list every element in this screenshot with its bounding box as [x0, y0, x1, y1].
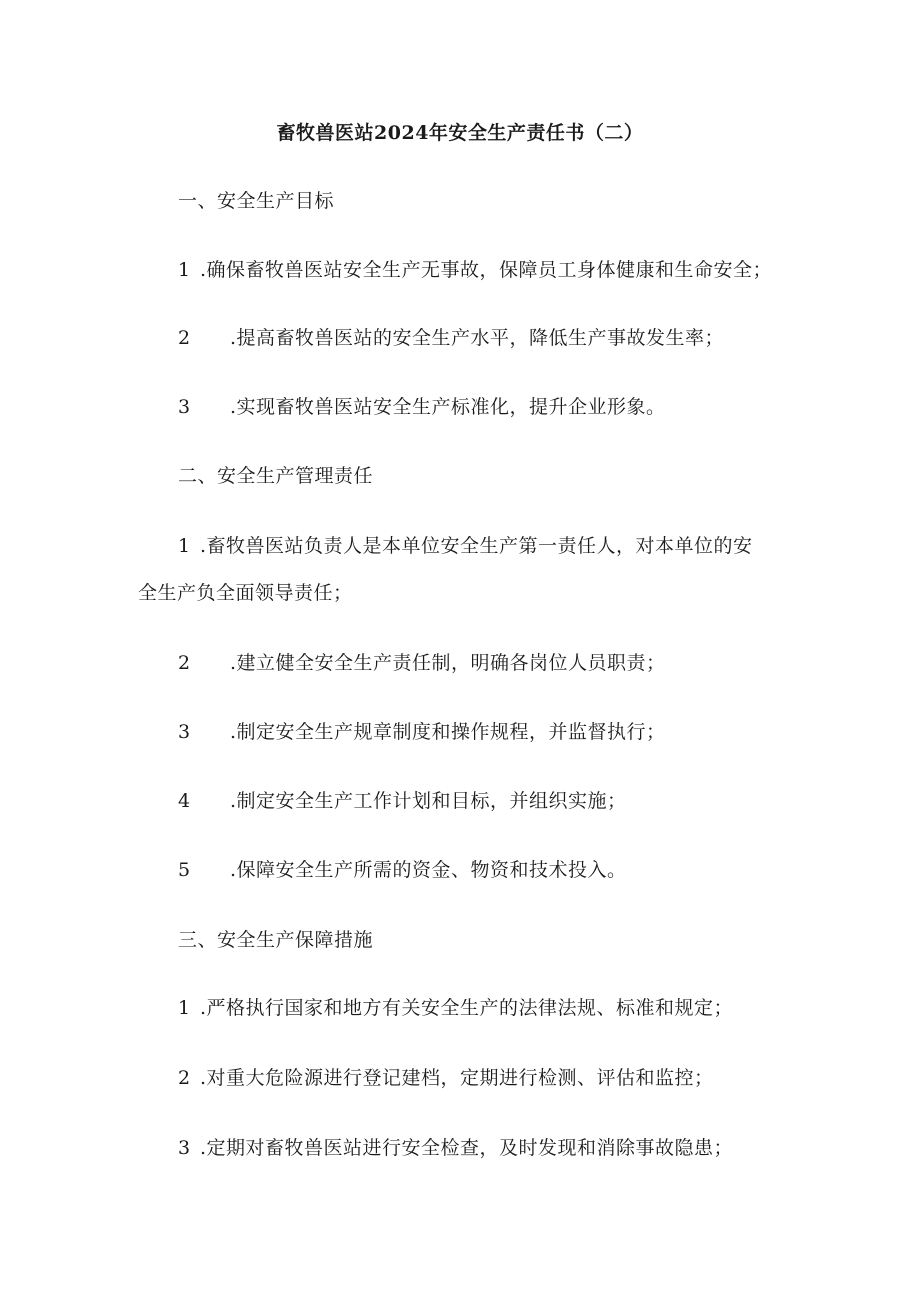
item-text: .建立健全安全生产责任制，明确各岗位人员职责； [230, 652, 666, 674]
item-text: .制定安全生产工作计划和目标，并组织实施； [230, 790, 627, 812]
item-number: 4 [178, 790, 191, 812]
item-number: 2 [178, 1067, 191, 1089]
section3-item-1 [178, 993, 733, 1023]
section2-item-4 [178, 786, 627, 816]
item-text: .畜牧兽医站负责人是本单位安全生产第一责任人，对本单位的安 [200, 535, 753, 557]
section3-item-3 [178, 1133, 733, 1163]
item-number: 1 [178, 535, 191, 557]
item-number: 1 [178, 259, 191, 281]
item-text: .确保畜牧兽医站安全生产无事故，保障员工身体健康和生命安全； [200, 259, 773, 281]
section3-item-2 [178, 1063, 714, 1093]
section-heading-2: 二、安全生产管理责任 [178, 465, 374, 487]
item-number: 2 [178, 327, 191, 349]
section1-item-2 [178, 323, 724, 353]
section2-item-5 [178, 855, 627, 885]
section-heading-3: 三、安全生产保障措施 [178, 929, 374, 951]
section2-item-3 [178, 717, 666, 747]
item-number: 2 [178, 652, 191, 674]
document-title: 畜牧兽医站2024年安全生产责任书（二） [276, 122, 644, 144]
section2-item-2 [178, 648, 666, 678]
section2-item-1 [178, 531, 753, 561]
item-text: .严格执行国家和地方有关安全生产的法律法规、标准和规定； [200, 997, 734, 1019]
item-number: 3 [178, 1137, 191, 1159]
item-text: .实现畜牧兽医站安全生产标准化，提升企业形象。 [230, 396, 666, 418]
section1-item-1 [178, 255, 772, 285]
item-text: .定期对畜牧兽医站进行安全检查，及时发现和消除事故隐患； [200, 1137, 734, 1159]
item-text: .制定安全生产规章制度和操作规程，并监督执行； [230, 721, 666, 743]
item-text: .对重大危险源进行登记建档，定期进行检测、评估和监控； [200, 1067, 714, 1089]
section2-item-1-continuation: 全生产负全面领导责任； [138, 582, 353, 604]
item-text: .保障安全生产所需的资金、物资和技术投入。 [230, 859, 627, 881]
item-text: .提高畜牧兽医站的安全生产水平，降低生产事故发生率； [230, 327, 725, 349]
item-number: 1 [178, 997, 191, 1019]
item-number: 5 [178, 859, 191, 881]
section-heading-1: 一、安全生产目标 [178, 190, 335, 212]
item-number: 3 [178, 721, 191, 743]
section1-item-3 [178, 392, 666, 422]
item-number: 3 [178, 396, 191, 418]
